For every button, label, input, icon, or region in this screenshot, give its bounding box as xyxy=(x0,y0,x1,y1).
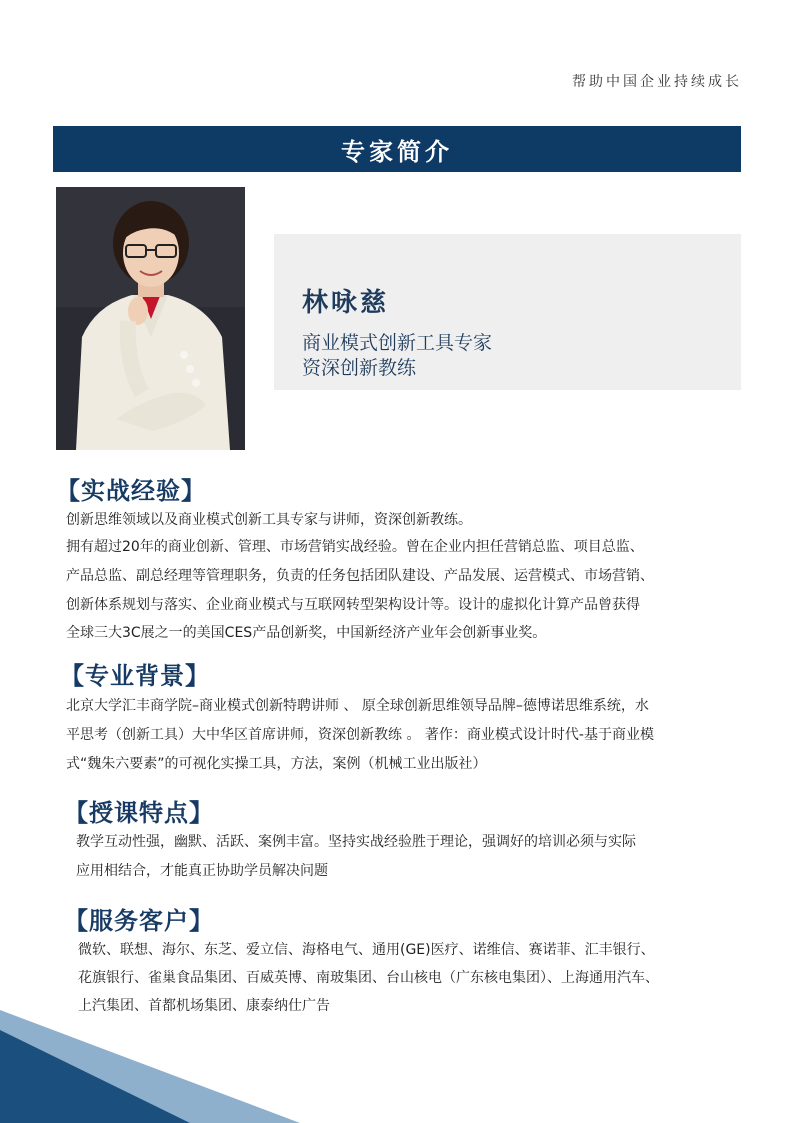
experience-line: 产品总监、副总经理等管理职务，负责的任务包括团队建设、产品发展、运营模式、市场营销、 xyxy=(66,568,654,584)
experience-line: 拥有超过20年的商业创新、管理、市场营销实战经验。曾在企业内担任营销总监、项目总监、 xyxy=(66,539,644,555)
section-title-teaching: 【授课特点】 xyxy=(64,799,214,827)
experience-line: 创新体系规划与落实、企业商业模式与互联网转型架构设计等。设计的虚拟化计算产品曾获得 xyxy=(66,597,640,613)
clients-line: 微软、联想、海尔、东芝、爱立信、海格电气、通用(GE)医疗、诺维信、赛诺菲、汇丰银行、 xyxy=(78,942,655,958)
section-title-experience: 【实战经验】 xyxy=(56,477,206,505)
background-line: 式“魏朱六要素”的可视化实操工具，方法，案例（机械工业出版社） xyxy=(66,756,487,772)
page-title-bar xyxy=(53,126,741,172)
expert-role-1: 商业模式创新工具专家 xyxy=(302,332,493,354)
section-title-clients: 【服务客户】 xyxy=(64,907,214,935)
teaching-line: 教学互动性强，幽默、活跃、案例丰富。坚持实战经验胜于理论，强调好的培训必须与实际 xyxy=(76,834,636,850)
teaching-line: 应用相结合，才能真正协助学员解决问题 xyxy=(76,863,328,879)
page-title: 专家简介 xyxy=(341,137,453,166)
clients-line: 上汽集团、首都机场集团、康泰纳仕广告 xyxy=(78,998,330,1014)
tagline: 帮助中国企业持续成长 xyxy=(572,74,742,90)
corner-decoration xyxy=(0,1010,300,1123)
background-line: 北京大学汇丰商学院–商业模式创新特聘讲师 、 原全球创新思维领导品牌–德博诺思维系统，水 xyxy=(66,698,649,714)
expert-name: 林咏慈 xyxy=(302,288,390,318)
expert-role-2: 资深创新教练 xyxy=(302,357,417,379)
portrait-illustration xyxy=(56,187,245,450)
background-line: 平思考（创新工具）大中华区首席讲师，资深创新教练 。 著作：商业模式设计时代-基于商业模 xyxy=(66,727,654,743)
experience-line: 创新思维领域以及商业模式创新工具专家与讲师，资深创新教练。 xyxy=(66,512,472,528)
portrait-photo xyxy=(56,187,245,450)
section-title-background: 【专业背景】 xyxy=(60,662,210,690)
clients-line: 花旗银行、雀巢食品集团、百威英博、南玻集团、台山核电（广东核电集团）、上海通用汽车、 xyxy=(78,970,659,986)
experience-line: 全球三大3C展之一的美国CES产品创新奖，中国新经济产业年会创新事业奖。 xyxy=(66,625,547,641)
